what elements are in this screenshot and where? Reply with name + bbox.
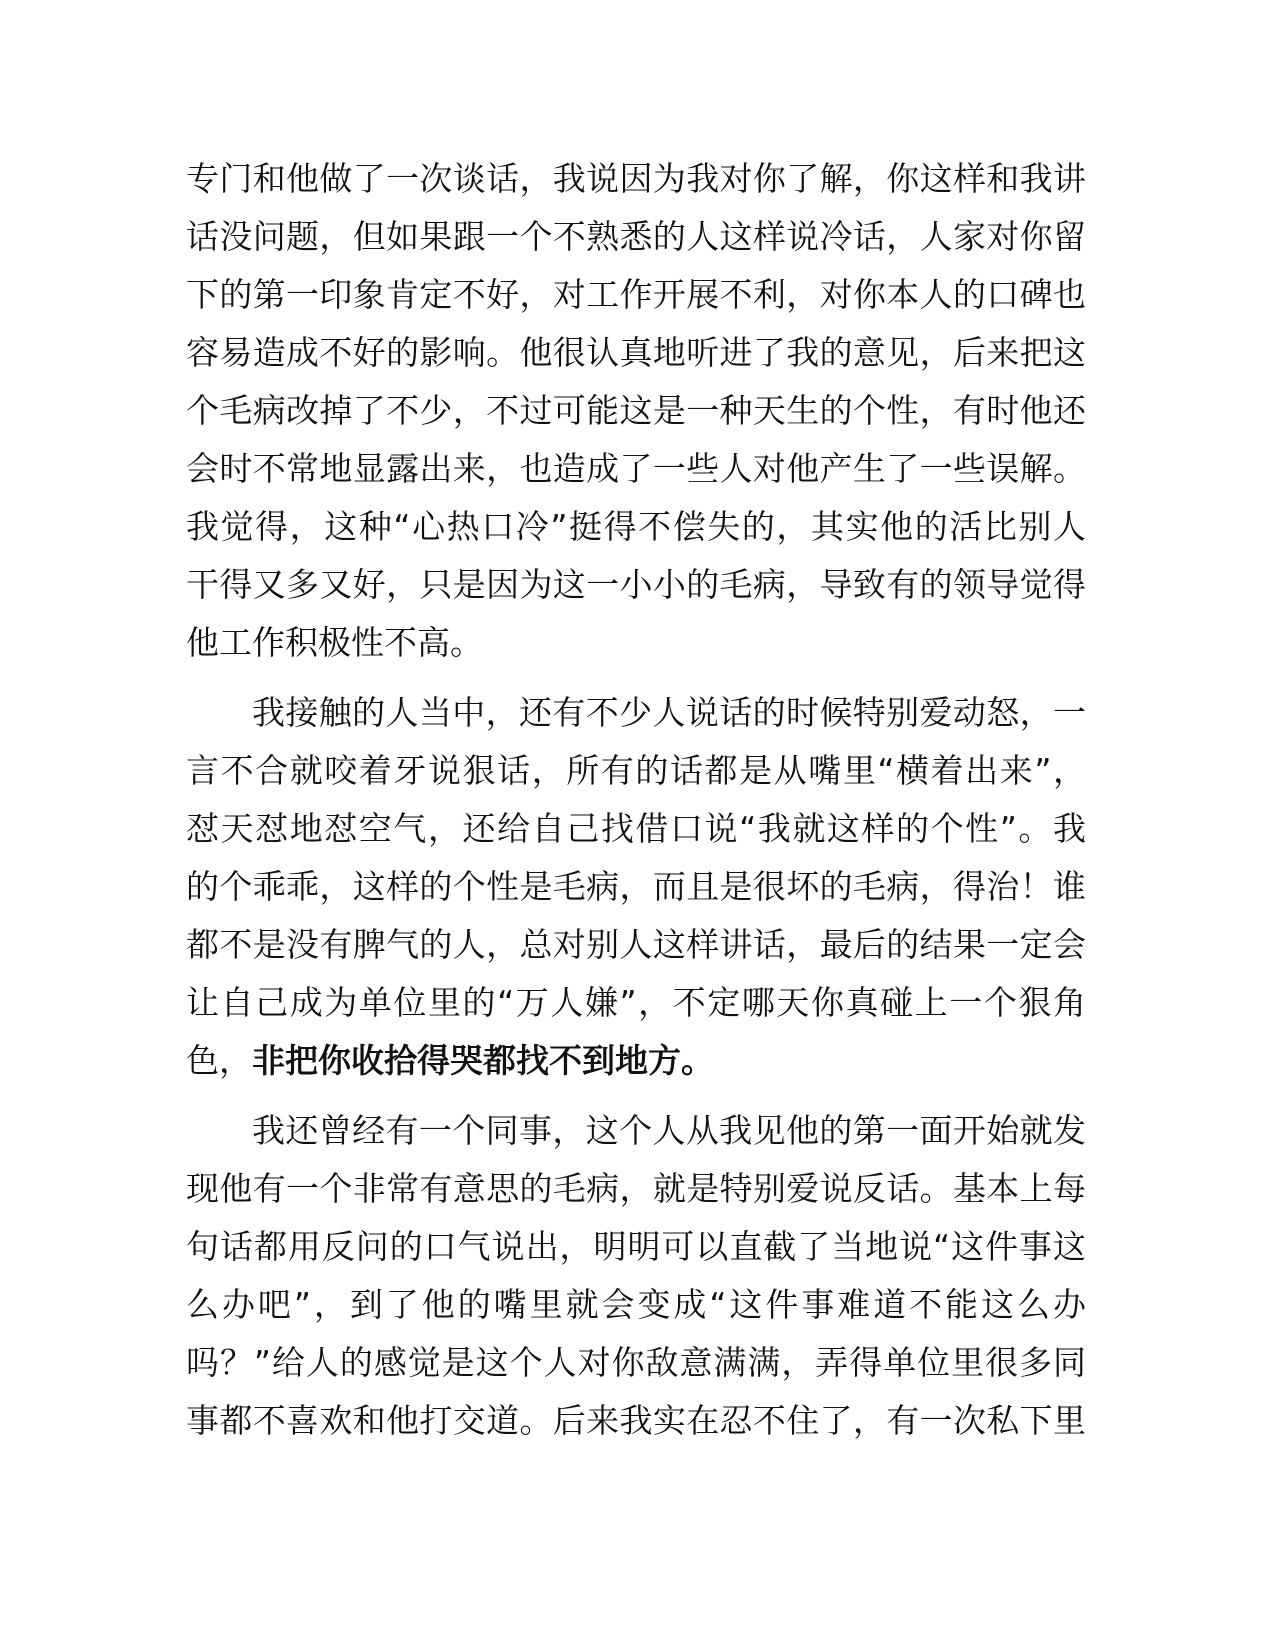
text-line: 会时不常地显露出来，也造成了一些人对他产生了一些误解。 <box>186 449 1086 488</box>
paragraph-3 <box>186 1102 1086 1450</box>
text-line: 我接触的人当中，还有不少人说话的时候特别爱动怒，一 <box>252 693 1086 732</box>
text-line: 我还曾经有一个同事，这个人从我见他的第一面开始就发 <box>252 1111 1086 1150</box>
text-line: 容易造成不好的影响。他很认真地听进了我的意见，后来把这 <box>186 333 1086 372</box>
text-line: 事都不喜欢和他打交道。后来我实在忍不住了，有一次私下里 <box>186 1401 1086 1440</box>
text-line: 都不是没有脾气的人，总对别人这样讲话，最后的结果一定会 <box>186 925 1086 964</box>
text-line: 干得又多又好，只是因为这一小小的毛病，导致有的领导觉得 <box>186 565 1086 604</box>
body-text <box>186 150 1086 1462</box>
text-line: 让自己成为单位里的“万人嫌”，不定哪天你真碰上一个狠角 <box>186 983 1086 1022</box>
text-line: 么办吧”，到了他的嘴里就会变成“这件事难道不能这么办 <box>186 1285 1086 1324</box>
text-line: 句话都用反问的口气说出，明明可以直截了当地说“这件事这 <box>186 1227 1086 1266</box>
text-line: 下的第一印象肯定不好，对工作开展不利，对你本人的口碑也 <box>186 275 1086 314</box>
text-line: 话没问题，但如果跟一个不熟悉的人这样说冷话，人家对你留 <box>186 217 1086 256</box>
paragraph-1 <box>186 150 1086 672</box>
text-line: 吗？”给人的感觉是这个人对你敌意满满，弄得单位里很多同 <box>186 1343 1086 1382</box>
line-bold-part: 非把你收拾得哭都找不到地方。 <box>252 1041 714 1080</box>
text-line: 专门和他做了一次谈话，我说因为我对你了解，你这样和我讲 <box>186 159 1086 198</box>
line-plain-part: 色， <box>186 1041 252 1080</box>
text-line: 他工作积极性不高。 <box>186 623 483 662</box>
text-line: 个毛病改掉了不少，不过可能这是一种天生的个性，有时他还 <box>186 391 1086 430</box>
text-line: 的个乖乖，这样的个性是毛病，而且是很坏的毛病，得治！谁 <box>186 867 1086 906</box>
text-line: 现他有一个非常有意思的毛病，就是特别爱说反话。基本上每 <box>186 1169 1086 1208</box>
text-line: 我觉得，这种“心热口冷”挺得不偿失的，其实他的活比别人 <box>186 507 1086 546</box>
text-line <box>186 1032 1086 1090</box>
text-line: 言不合就咬着牙说狠话，所有的话都是从嘴里“横着出来”， <box>186 751 1086 790</box>
paragraph-2 <box>186 684 1086 1090</box>
text-line: 怼天怼地怼空气，还给自己找借口说“我就这样的个性”。我 <box>186 809 1086 848</box>
